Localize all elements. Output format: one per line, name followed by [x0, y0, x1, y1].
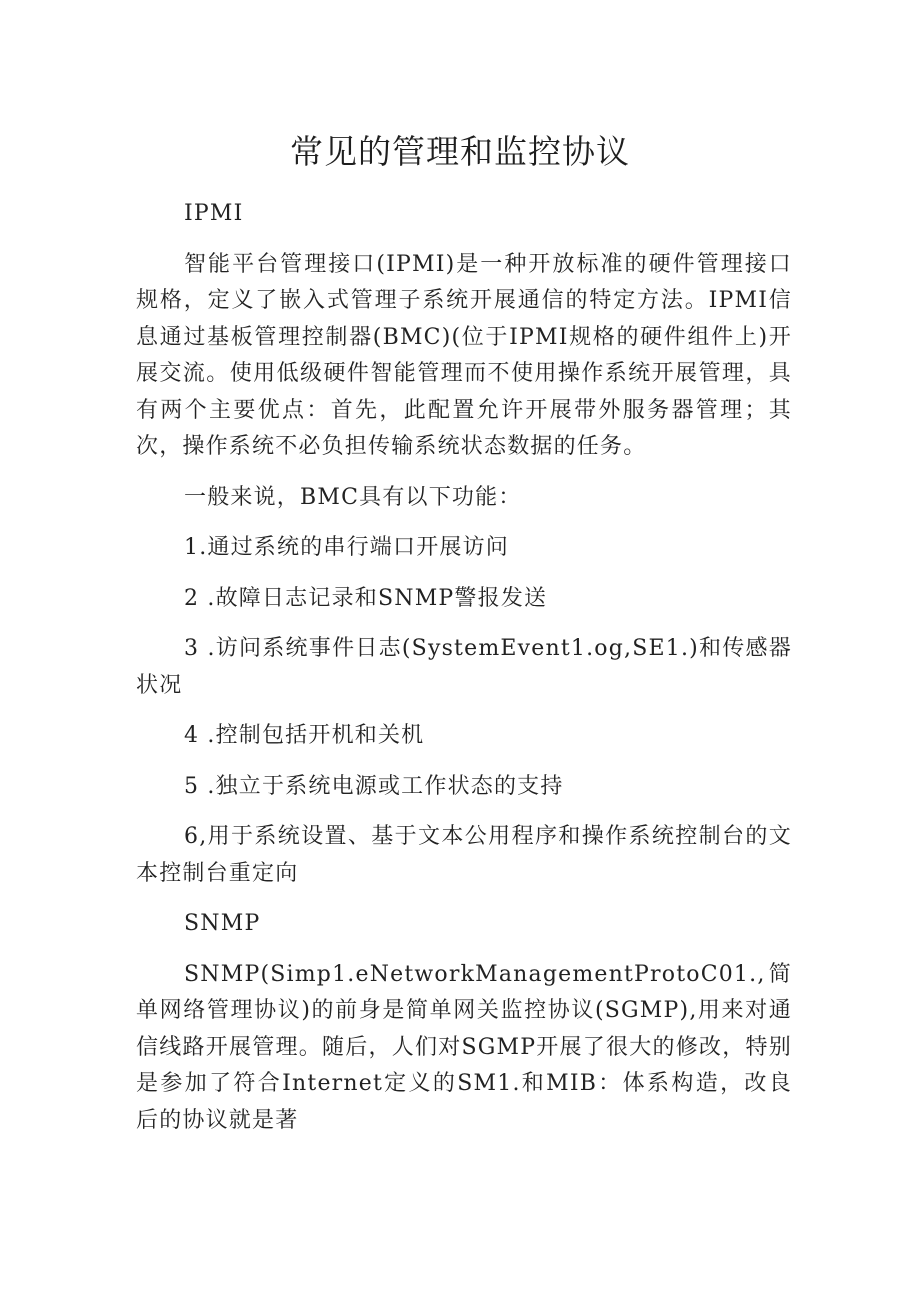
- list-item-1: 1.通过系统的串行端口开展访问: [184, 535, 509, 560]
- section-heading-snmp: SNMP: [184, 911, 261, 936]
- list-item-4: 4 .控制包括开机和关机: [184, 723, 425, 748]
- list-item-2: 2 .故障日志记录和SNMP警报发送: [184, 585, 548, 611]
- page-title: 常见的管理和监控协议: [290, 132, 630, 171]
- list-item-5: 5 .独立于系统电源或工作状态的支持: [184, 773, 564, 799]
- paragraph-snmp-intro: SNMP(Simp1.eNetworkManagementProtoC01.,简单网络管理协议)的前身是简单网关监控协议(SGMP),用来对通信线路开展管理。随后，人们对SGMP开展了很大的修改，特别是参加了符合Internet定义的SM1.和MIB：体系构造，改良后的协议就是著: [136, 961, 792, 1133]
- list-item-6: 6,用于系统设置、基于文本公用程序和操作系统控制台的文本控制台重定向: [136, 824, 792, 886]
- section-heading-ipmi: IPMI: [184, 201, 244, 226]
- paragraph-bmc-functions-intro: 一般来说，BMC具有以下功能：: [184, 484, 522, 510]
- document-body: [136, 196, 792, 1153]
- paragraph-ipmi-intro: 智能平台管理接口(IPMI)是一种开放标准的硬件管理接口规格，定义了嵌入式管理子系统开展通信的特定方法。IPMI信息通过基板管理控制器(BMC)(位于IPMI规格的硬件组件上)开展交流。使用低级硬件智能管理而不使用操作系统开展管理，具有两个主要优点：首先，此配置允许开展带外服务器管理；其次，操作系统不必负担传输系统状态数据的任务。: [136, 251, 792, 459]
- list-item-3: 3 .访问系统事件日志(SystemEvent1.og,SE1.)和传感器状况: [136, 636, 792, 698]
